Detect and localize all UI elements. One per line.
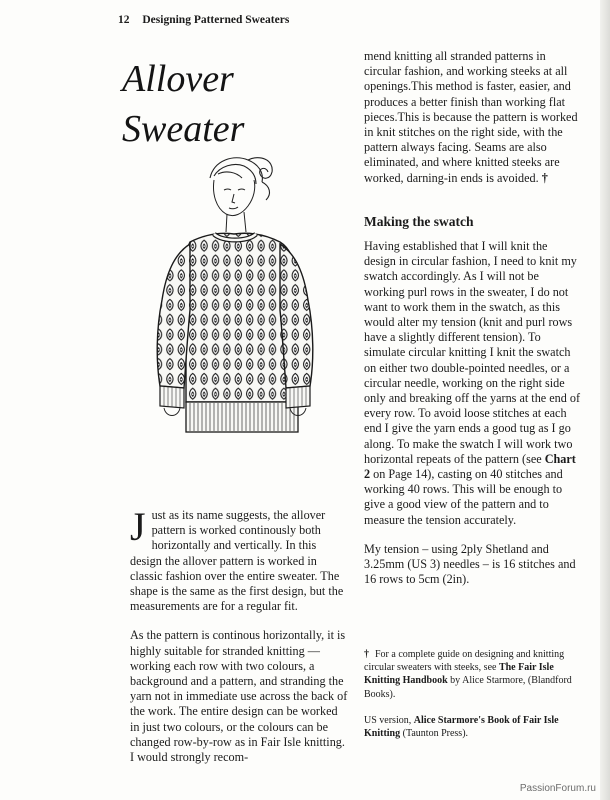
chart-reference: Chart 2	[364, 451, 576, 482]
footnote-text-3: US version,	[364, 714, 414, 726]
intro-paragraph-text: ust as its name suggests, the allover pattern is worked continously both horizontally and vertically. In this design the allover pattern is worked in classic fashion over the entire sweater. The shape is the same as the first design, but the measurements are for a regular fit.	[130, 508, 344, 614]
running-title: Designing Patterned Sweaters	[142, 14, 290, 26]
page-title	[122, 54, 244, 154]
face-drawing	[214, 180, 255, 232]
tension-paragraph: My tension – using 2ply Shetland and 3.25mm (US 3) needles – is 16 stitches and 16 rows to 5cm (2in).	[364, 541, 576, 587]
swatch-text-after: on Page 14), casting on 40 stitches and working 40 rows. This will be enough to give a good view of the pattern and to measure the tension accurately.	[364, 467, 563, 527]
stranded-knitting-paragraph: As the pattern is continous horizontally, it is highly suitable for stranded knitting — working each row with two colours, a background and a pattern, and stranding the yarn not in immediate use across the back of the work. The entire design can be worked in just two colours, or the colours can be changed row-by-row as in Fair Isle knitting. I would strongly recom-	[130, 628, 348, 765]
footnote-marker: †	[541, 170, 548, 185]
footnote-dagger: †	[364, 649, 369, 660]
sweater-illustration	[130, 150, 335, 458]
footnote-text-4: (Taunton Press).	[400, 728, 469, 740]
title-line-1: Allover	[122, 58, 234, 100]
swatch-text-before: Having established that I will knit the design in circular fashion, I need to knit my swatch accordingly. As I will not be working purl rows in the sweater, I do not want to work them in the swatch, as this would alter my tension (knit and purl rows have a slightly different tension). To simulate circular knitting I knit the swatch on either two double-pointed needles, or a circular needle, working on the right side only and breaking off the yarns at the end of every row. To avoid loose stitches at each end I give the yarn ends a good tug as I go along. To make the swatch I will work two horizontal repeats of the pattern (see	[364, 239, 581, 466]
page-edge	[600, 0, 610, 800]
footnote	[364, 648, 589, 740]
title-line-2: Sweater	[122, 108, 245, 150]
circular-knitting-paragraph	[364, 49, 582, 186]
left-column	[130, 504, 350, 765]
footnote-paragraph-2	[364, 714, 589, 740]
intro-paragraph	[130, 504, 350, 614]
running-header	[118, 14, 289, 26]
footnote-book-title-1: The Fair Isle Knitting Handbook	[364, 662, 554, 687]
hair-drawing	[210, 158, 272, 200]
section-heading: Making the swatch	[364, 213, 474, 229]
footnote-text-1: For a complete guide on designing and knitting circular sweaters with steeks, see	[364, 649, 565, 674]
circular-knitting-text: mend knitting all stranded patterns in circular fashion, and working steeks at all openings.This method is faster, easier, and produces a better finish than working flat pieces.This is because the pattern is worked in knit stitches on the right side, with the pattern always facing. Seams are also eliminated, and where knitted steeks are worked, darning-in ends is avoided.	[364, 49, 578, 185]
footnote-book-title-2: Alice Starmore's Book of Fair Isle Knitting	[364, 714, 559, 740]
page-number: 12	[118, 14, 130, 26]
footnote-paragraph-1	[364, 648, 589, 701]
watermark: PassionForum.ru	[519, 783, 596, 794]
footnote-text-2: by Alice Starmore, (Blandford Books).	[364, 675, 572, 700]
right-column	[364, 49, 582, 588]
drop-cap: J	[130, 504, 146, 549]
swatch-paragraph	[364, 239, 582, 528]
sweater-drawing	[157, 233, 313, 432]
